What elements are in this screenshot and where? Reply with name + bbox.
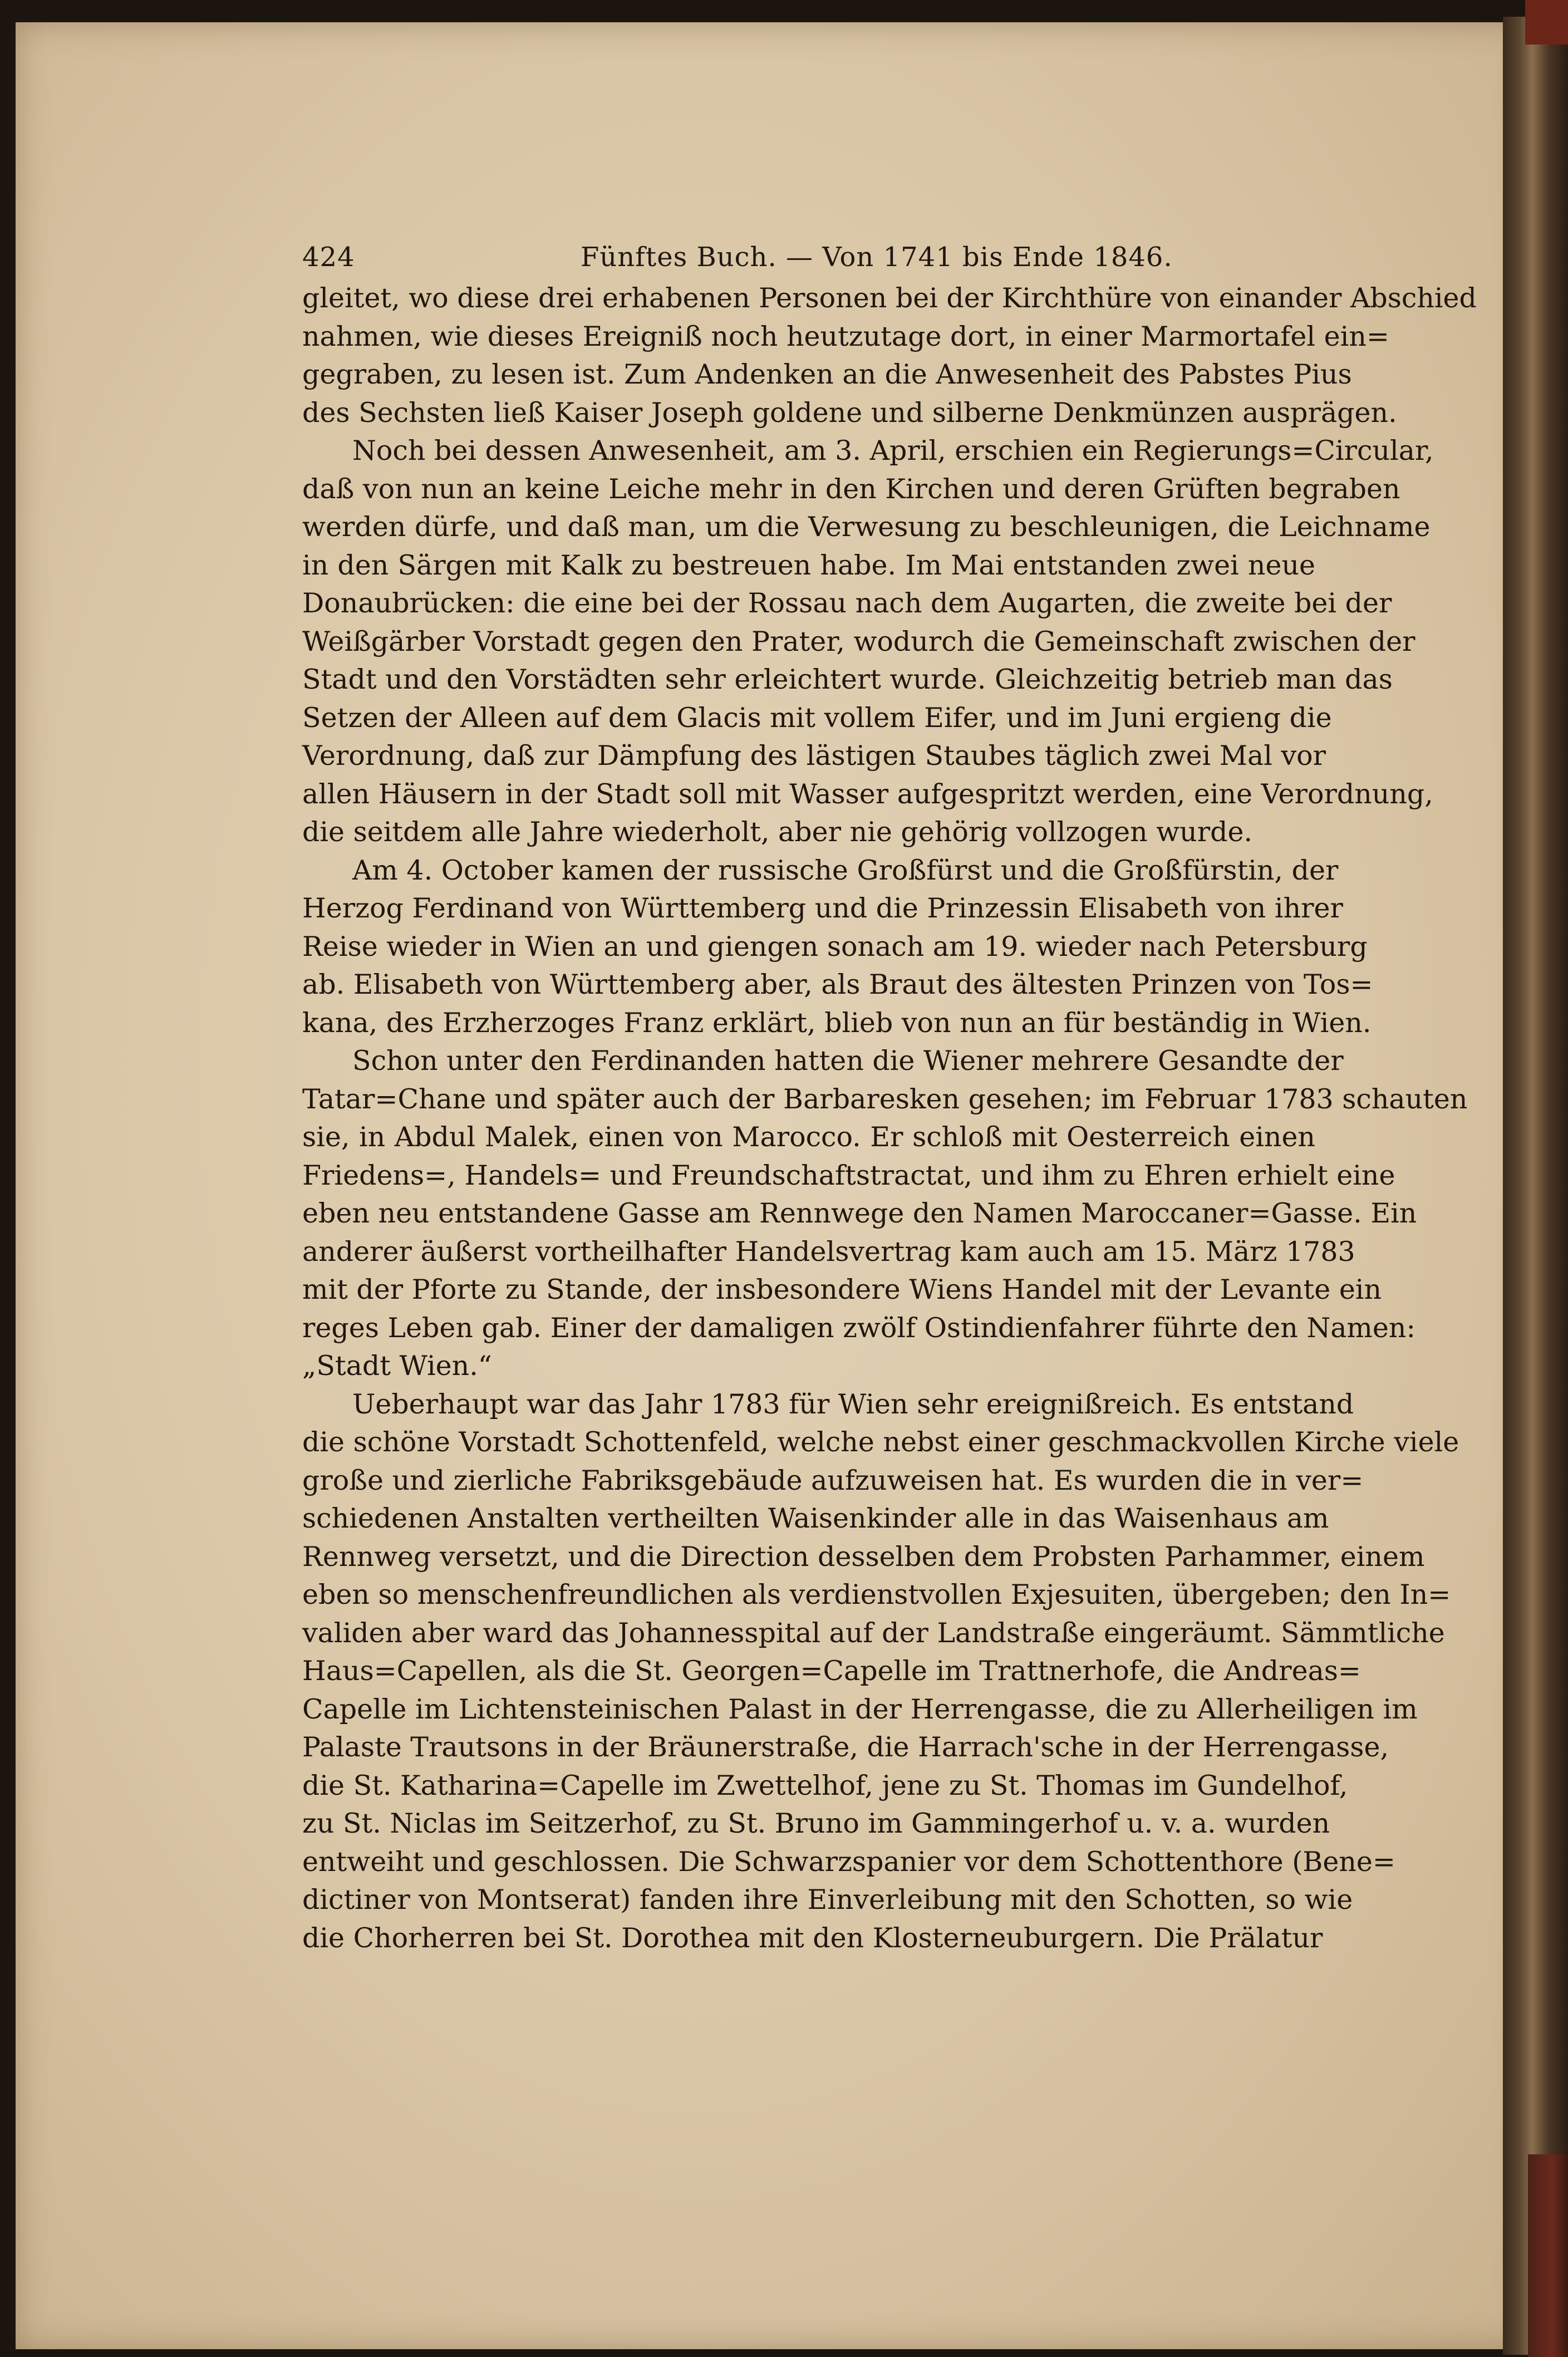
text-line: Setzen der Alleen auf dem Glacis mit vollem Eifer, und im Juni ergieng die xyxy=(302,701,1332,734)
text-line: dictiner von Montserat) fanden ihre Einverleibung mit den Schotten, so wie xyxy=(302,1884,1353,1916)
text-line: eben neu entstandene Gasse am Rennwege den Namen Maroccaner=Gasse. Ein xyxy=(302,1197,1417,1229)
text-line: gleitet, wo diese drei erhabenen Personen bei der Kirchthüre von einander Abschied xyxy=(302,282,1477,314)
text-line: Herzog Ferdinand von Württemberg und die Prinzessin Elisabeth von ihrer xyxy=(302,892,1343,924)
text-line: nahmen, wie dieses Ereigniß noch heutzutage dort, in einer Marmortafel ein= xyxy=(302,320,1389,352)
text-line: anderer äußerst vortheilhafter Handelsvertrag kam auch am 15. März 1783 xyxy=(302,1235,1355,1268)
text-line: Ueberhaupt war das Jahr 1783 für Wien sehr ereignißreich. Es entstand xyxy=(352,1388,1354,1420)
page-header xyxy=(302,238,1339,277)
text-line: Friedens=, Handels= und Freundschaftstractat, und ihm zu Ehren erhielt eine xyxy=(302,1159,1395,1191)
text-line: in den Särgen mit Kalk zu bestreuen habe. Im Mai entstanden zwei neue xyxy=(302,549,1315,581)
text-line: Haus=Capellen, als die St. Georgen=Capelle im Trattnerhofe, die Andreas= xyxy=(302,1655,1361,1687)
text-line: Verordnung, daß zur Dämpfung des lästigen Staubes täglich zwei Mal vor xyxy=(302,740,1326,772)
text-line: Rennweg versetzt, und die Direction desselben dem Probsten Parhammer, einem xyxy=(302,1540,1425,1573)
text-line: gegraben, zu lesen ist. Zum Andenken an die Anwesenheit des Pabstes Pius xyxy=(302,359,1352,390)
text-line: entweiht und geschlossen. Die Schwarzspanier vor dem Schottenthore (Bene= xyxy=(302,1845,1395,1878)
text-line: zu St. Niclas im Seitzerhof, zu St. Bruno im Gammingerhof u. v. a. wurden xyxy=(302,1808,1330,1839)
text-line: werden dürfe, und daß man, um die Verwesung zu beschleunigen, die Leichname xyxy=(302,511,1431,543)
text-line: Noch bei dessen Anwesenheit, am 3. April, erschien ein Regierungs=Circular, xyxy=(352,435,1434,467)
body-text xyxy=(302,279,1477,1957)
text-line: die seitdem alle Jahre wiederholt, aber nie gehörig vollzogen wurde. xyxy=(302,816,1253,848)
text-line: eben so menschenfreundlichen als verdienstvollen Exjesuiten, übergeben; den In= xyxy=(302,1579,1451,1610)
page-number: 424 xyxy=(302,242,355,273)
text-line: Tatar=Chane und später auch der Barbaresken gesehen; im Februar 1783 schauten xyxy=(302,1083,1468,1115)
text-line: Palaste Trautsons in der Bräunerstraße, die Harrach'sche in der Herrengasse, xyxy=(302,1731,1389,1763)
text-line: reges Leben gab. Einer der damaligen zwölf Ostindienfahrer führte den Namen: xyxy=(302,1312,1415,1344)
text-line: Schon unter den Ferdinanden hatten die Wiener mehrere Gesandte der xyxy=(352,1045,1344,1077)
text-line: „Stadt Wien.“ xyxy=(302,1350,492,1382)
text-line: des Sechsten ließ Kaiser Joseph goldene und silberne Denkmünzen ausprägen. xyxy=(302,396,1397,429)
text-line: allen Häusern in der Stadt soll mit Wasser aufgespritzt werden, eine Verordnung, xyxy=(302,778,1433,810)
text-line: Stadt und den Vorstädten sehr erleichtert wurde. Gleichzeitig betrieb man das xyxy=(302,664,1393,695)
text-line: Reise wieder in Wien an und giengen sonach am 19. wieder nach Petersburg xyxy=(302,930,1368,963)
text-line: schiedenen Anstalten vertheilten Waisenkinder alle in das Waisenhaus am xyxy=(302,1502,1329,1534)
text-line: die St. Katharina=Capelle im Zwettelhof, jene zu St. Thomas im Gundelhof, xyxy=(302,1769,1348,1801)
running-title: Fünftes Buch. — Von 1741 bis Ende 1846. xyxy=(581,242,1173,273)
text-line: Am 4. October kamen der russische Großfürst und die Großfürstin, der xyxy=(352,854,1339,886)
text-line: große und zierliche Fabriksgebäude aufzuweisen hat. Es wurden die in ver= xyxy=(302,1464,1364,1496)
book-cover-edge-bottom xyxy=(1528,2154,1568,2357)
text-line: sie, in Abdul Malek, einen von Marocco. Er schloß mit Oesterreich einen xyxy=(302,1121,1315,1153)
text-line: Capelle im Lichtensteinischen Palast in der Herrengasse, die zu Allerheiligen im xyxy=(302,1693,1418,1725)
book-gutter xyxy=(1503,17,1568,2355)
text-line: daß von nun an keine Leiche mehr in den Kirchen und deren Grüften begraben xyxy=(302,473,1400,505)
text-line: kana, des Erzherzoges Franz erklärt, blieb von nun an für beständig in Wien. xyxy=(302,1006,1372,1039)
text-line: ab. Elisabeth von Württemberg aber, als Braut des ältesten Prinzen von Tos= xyxy=(302,969,1373,1000)
text-line: validen aber ward das Johannesspital auf der Landstraße eingeräumt. Sämmtliche xyxy=(302,1617,1445,1649)
text-line: Donaubrücken: die eine bei der Rossau nach dem Augarten, die zweite bei der xyxy=(302,587,1392,619)
text-line: Weißgärber Vorstadt gegen den Prater, wodurch die Gemeinschaft zwischen der xyxy=(302,625,1415,657)
text-line: die Chorherren bei St. Dorothea mit den Klosterneuburgern. Die Prälatur xyxy=(302,1922,1323,1954)
text-line: mit der Pforte zu Stande, der insbesondere Wiens Handel mit der Levante ein xyxy=(302,1274,1382,1305)
book-cover-edge-top xyxy=(1525,0,1568,45)
text-line: die schöne Vorstadt Schottenfeld, welche nebst einer geschmackvollen Kirche viele xyxy=(302,1426,1459,1458)
